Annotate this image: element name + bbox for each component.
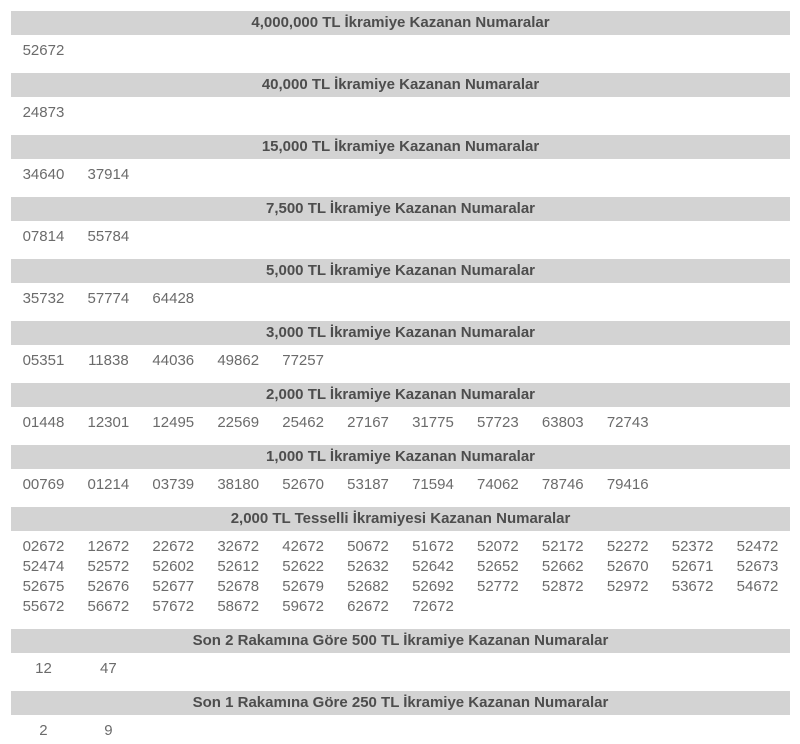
winning-number: 52677 [152,578,195,595]
prize-section-header: Son 1 Rakamına Göre 250 TL İkramiye Kazanan Numaralar [11,691,790,715]
winning-number: 64428 [152,290,195,307]
winning-number: 57774 [87,290,130,307]
winning-number: 52602 [152,558,195,575]
prize-section-header: 2,000 TL İkramiye Kazanan Numaralar [11,383,790,407]
prize-section-header: 4,000,000 TL İkramiye Kazanan Numaralar [11,11,790,35]
winning-number: 52642 [412,558,454,575]
winning-number: 52672 [22,42,65,59]
winning-number: 42672 [282,538,324,555]
winning-number: 12495 [152,414,195,431]
winning-number: 01214 [87,476,130,493]
winning-number: 57723 [477,414,519,431]
winning-number: 52670 [282,476,324,493]
prize-section [11,507,790,622]
winning-number: 50672 [347,538,389,555]
prize-section-header: 5,000 TL İkramiye Kazanan Numaralar [11,259,790,283]
winning-number: 37914 [87,166,130,183]
winning-number: 03739 [152,476,195,493]
winning-numbers-grid [11,407,790,438]
winning-numbers-grid [11,345,790,376]
prize-section [11,691,790,744]
winning-number: 55784 [87,228,130,245]
winning-number: 59672 [282,598,324,615]
winning-number: 11838 [88,352,129,369]
prize-section [11,321,790,376]
winning-number: 71594 [412,476,454,493]
winning-number: 74062 [477,476,519,493]
winning-number: 63803 [541,414,584,431]
winning-number: 27167 [347,414,389,431]
winning-number: 01448 [22,414,65,431]
winning-number: 32672 [217,538,260,555]
winning-number: 12 [35,660,52,677]
winning-numbers-grid [11,97,790,128]
winning-number: 31775 [412,414,454,431]
winning-numbers-grid [11,35,790,66]
prize-section [11,197,790,252]
prize-section-header: 40,000 TL İkramiye Kazanan Numaralar [11,73,790,97]
prize-section [11,259,790,314]
winning-number: 53672 [671,578,714,595]
winning-number: 52072 [477,538,519,555]
winning-number: 77257 [282,352,324,369]
winning-number: 52272 [606,538,649,555]
winning-number: 52678 [217,578,260,595]
winning-number: 22569 [217,414,260,431]
winning-number: 52172 [541,538,584,555]
winning-number: 9 [104,722,113,739]
winning-number: 52632 [347,558,389,575]
winning-number: 52670 [606,558,649,575]
winning-number: 52679 [282,578,324,595]
winning-number: 54672 [736,578,779,595]
winning-number: 52682 [347,578,389,595]
winning-number: 34640 [22,166,65,183]
prize-section [11,629,790,684]
prize-section-header: 3,000 TL İkramiye Kazanan Numaralar [11,321,790,345]
prize-section [11,135,790,190]
winning-number: 35732 [22,290,65,307]
winning-number: 02672 [22,538,65,555]
winning-number: 52612 [217,558,260,575]
winning-numbers-grid [11,159,790,190]
winning-number: 52675 [22,578,65,595]
winning-number: 12672 [87,538,130,555]
winning-number: 22672 [152,538,195,555]
winning-numbers-grid [11,531,790,622]
winning-number: 56672 [87,598,130,615]
winning-number: 52662 [541,558,584,575]
prize-section-header: 7,500 TL İkramiye Kazanan Numaralar [11,197,790,221]
winning-number: 52372 [671,538,714,555]
winning-number: 72672 [412,598,454,615]
winning-number: 52772 [477,578,519,595]
winning-number: 24873 [22,104,65,121]
prize-section-header: 2,000 TL Tesselli İkramiyesi Kazanan Numaralar [11,507,790,531]
winning-number: 72743 [606,414,649,431]
winning-number: 51672 [412,538,454,555]
winning-number: 44036 [152,352,195,369]
winning-number: 38180 [217,476,260,493]
prize-section [11,11,790,66]
winning-number: 00769 [22,476,65,493]
winning-number: 55672 [22,598,65,615]
winning-numbers-grid [11,653,790,684]
winning-number: 52622 [282,558,324,575]
winning-number: 52972 [606,578,649,595]
winning-number: 52692 [412,578,454,595]
winning-number: 2 [39,722,48,739]
winning-number: 07814 [22,228,65,245]
winning-number: 52652 [477,558,519,575]
winning-number: 53187 [347,476,389,493]
winning-number: 57672 [152,598,195,615]
winning-number: 49862 [217,352,260,369]
winning-number: 12301 [87,414,130,431]
winning-number: 05351 [22,352,65,369]
winning-number: 52671 [671,558,714,575]
winning-number: 58672 [217,598,260,615]
winning-number: 78746 [541,476,584,493]
winning-numbers-grid [11,283,790,314]
winning-number: 52472 [736,538,779,555]
winning-number: 25462 [282,414,324,431]
winning-number: 62672 [347,598,389,615]
prize-section-header: 1,000 TL İkramiye Kazanan Numaralar [11,445,790,469]
winning-number: 52676 [87,578,130,595]
winning-numbers-grid [11,221,790,252]
prize-section [11,383,790,438]
prize-section-header: 15,000 TL İkramiye Kazanan Numaralar [11,135,790,159]
winning-number: 52673 [736,558,779,575]
winning-number: 47 [100,660,117,677]
winning-number: 52474 [22,558,65,575]
winning-numbers-grid [11,469,790,500]
prize-section-header: Son 2 Rakamına Göre 500 TL İkramiye Kazanan Numaralar [11,629,790,653]
prize-section [11,445,790,500]
winning-number: 52572 [87,558,130,575]
winning-number: 79416 [606,476,649,493]
prize-section [11,73,790,128]
winning-number: 52872 [541,578,584,595]
winning-numbers-grid [11,715,790,744]
